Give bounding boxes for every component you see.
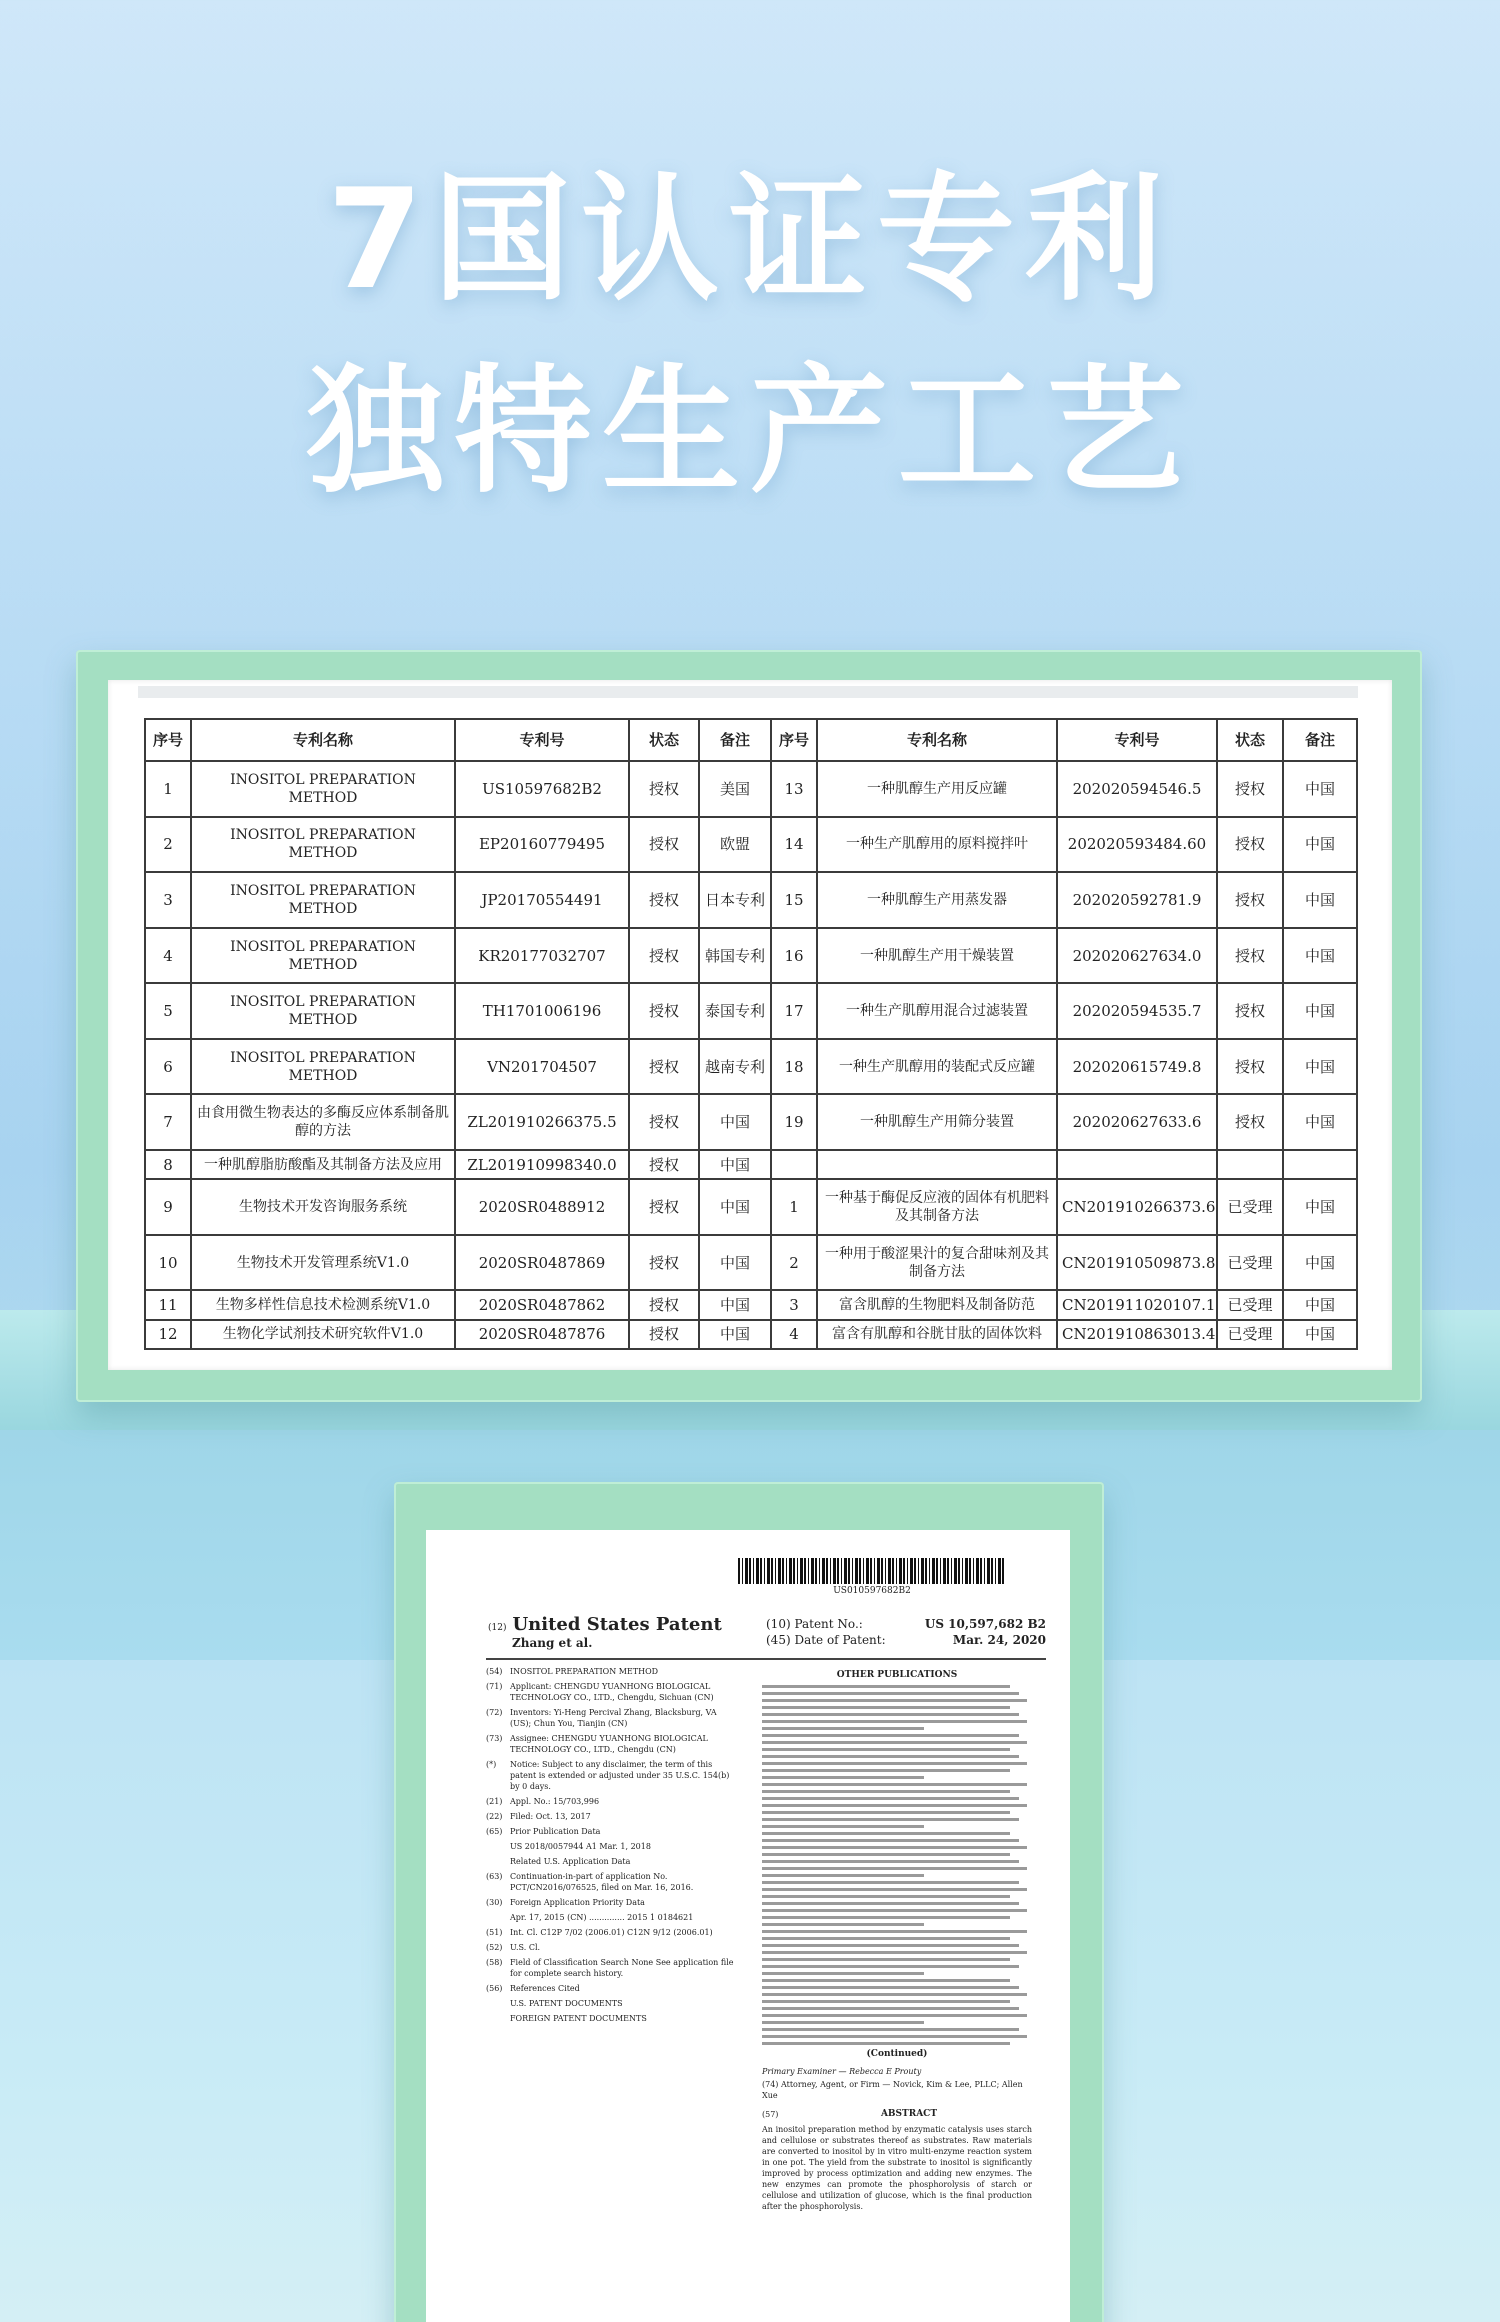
table-cell: 授权 xyxy=(1217,928,1283,984)
patent-header-title xyxy=(488,1614,722,1635)
patent-field-code xyxy=(486,2013,510,2024)
patent-field-code xyxy=(486,1998,510,2009)
patent-code-12: (12) xyxy=(488,1623,507,1633)
abstract-heading xyxy=(762,2109,1032,2120)
patent-field-code: (63) xyxy=(486,1872,503,1881)
paper-top-bar xyxy=(138,686,1358,698)
patent-field xyxy=(486,1927,738,1938)
table-cell: INOSITOL PREPARATION METHOD xyxy=(191,983,455,1039)
table-row xyxy=(145,1179,1357,1235)
table-header-cell: 专利号 xyxy=(455,719,629,761)
patent-field-text: References Cited xyxy=(510,1984,580,1993)
patent-field xyxy=(486,1983,738,1994)
patent-inventor-short: Zhang et al. xyxy=(512,1636,593,1650)
patent-field-code: (71) xyxy=(486,1682,503,1691)
patent-field-text: FOREIGN PATENT DOCUMENTS xyxy=(510,2014,647,2023)
table-cell: 6 xyxy=(145,1039,191,1095)
table-header-cell: 状态 xyxy=(1217,719,1283,761)
patent-field xyxy=(486,1998,738,2009)
table-cell: 由食用微生物表达的多酶反应体系制备肌醇的方法 xyxy=(191,1094,455,1150)
table-cell: 中国 xyxy=(1283,1290,1357,1319)
table-row xyxy=(145,928,1357,984)
table-cell: US10597682B2 xyxy=(455,761,629,817)
table-cell: 授权 xyxy=(629,1094,699,1150)
patent-field-text: Apr. 17, 2015 (CN) .............. 2015 1 0184621 xyxy=(510,1913,694,1922)
table-cell: 授权 xyxy=(1217,1039,1283,1095)
table-header-cell: 专利名称 xyxy=(817,719,1057,761)
table-cell: 中国 xyxy=(699,1179,771,1235)
patent-number-block xyxy=(766,1616,1046,1648)
table-cell: 14 xyxy=(771,817,817,873)
table-cell: 一种生产肌醇用的装配式反应罐 xyxy=(817,1039,1057,1095)
table-cell: 202020594535.7 xyxy=(1057,983,1217,1039)
table-cell: 生物多样性信息技术检测系统V1.0 xyxy=(191,1290,455,1319)
table-cell: 中国 xyxy=(1283,872,1357,928)
table-cell: 中国 xyxy=(699,1290,771,1319)
barcode-image xyxy=(738,1558,1006,1584)
table-cell: 中国 xyxy=(1283,1235,1357,1291)
table-cell: 越南专利 xyxy=(699,1039,771,1095)
patent-right-column xyxy=(762,1666,1032,2212)
table-cell: 已受理 xyxy=(1217,1290,1283,1319)
patent-field xyxy=(486,1811,738,1822)
patent-field xyxy=(486,1942,738,1953)
table-cell: 一种肌醇生产用反应罐 xyxy=(817,761,1057,817)
abstract-text: An inositol preparation method by enzymatic catalysis uses starch and cellulose or substrates thereof as substrates. Raw materials are converted to inositol by in vitro multi-enzyme reaction system in one pot. The yield from the substrate to inositol is significantly improved by process optimization and adding new enzymes. The new enzymes can promote the phosphorolysis of starch or cellulose and utilization of glucose, which is the final production after the phosphorolysis. xyxy=(762,2125,1032,2211)
patent-field-text: Notice: Subject to any disclaimer, the term of this patent is extended or adjusted under 35 U.S.C. 154(b) by 0 days. xyxy=(510,1760,730,1791)
table-cell: 12 xyxy=(145,1320,191,1349)
patent-field-code: (54) xyxy=(486,1667,503,1676)
patent-field xyxy=(486,1856,738,1867)
table-cell: 202020627634.0 xyxy=(1057,928,1217,984)
patent-table-paper xyxy=(108,680,1392,1370)
table-row xyxy=(145,872,1357,928)
table-header-row xyxy=(145,719,1357,761)
table-cell xyxy=(1057,1150,1217,1179)
table-cell: 1 xyxy=(771,1179,817,1235)
patent-field-text: Filed: Oct. 13, 2017 xyxy=(510,1812,591,1821)
table-cell: 9 xyxy=(145,1179,191,1235)
table-header-cell: 状态 xyxy=(629,719,699,761)
table-cell: 5 xyxy=(145,983,191,1039)
patent-field-code: (56) xyxy=(486,1984,503,1993)
patent-field-text: U.S. Cl. xyxy=(510,1943,541,1952)
table-cell: 授权 xyxy=(629,928,699,984)
table-cell: 授权 xyxy=(629,983,699,1039)
patent-field xyxy=(486,1733,738,1755)
attorney-line: (74) Attorney, Agent, or Firm — Novick, Kim & Lee, PLLC; Allen Xue xyxy=(762,2080,1023,2100)
table-cell: 生物技术开发咨询服务系统 xyxy=(191,1179,455,1235)
table-cell: 中国 xyxy=(699,1094,771,1150)
table-cell: 202020594546.5 xyxy=(1057,761,1217,817)
table-cell: 一种基于酶促反应液的固体有机肥料及其制备方法 xyxy=(817,1179,1057,1235)
table-cell: 2 xyxy=(145,817,191,873)
patent-field-text: Int. Cl. C12P 7/02 (2006.01) C12N 9/12 (2006.01) xyxy=(510,1928,713,1937)
table-header-cell: 专利号 xyxy=(1057,719,1217,761)
table-header-cell: 备注 xyxy=(1283,719,1357,761)
patent-field xyxy=(486,1759,738,1792)
us-patent-document xyxy=(426,1530,1070,2322)
table-cell xyxy=(817,1150,1057,1179)
table-cell: 授权 xyxy=(629,1150,699,1179)
patent-field-code: (21) xyxy=(486,1797,503,1806)
table-cell: 19 xyxy=(771,1094,817,1150)
patent-field xyxy=(486,1707,738,1729)
table-cell xyxy=(1283,1150,1357,1179)
table-cell: 4 xyxy=(771,1320,817,1349)
table-cell: VN201704507 xyxy=(455,1039,629,1095)
table-cell: ZL201910266375.5 xyxy=(455,1094,629,1150)
table-cell: 一种肌醇生产用干燥装置 xyxy=(817,928,1057,984)
patent-field-text: US 2018/0057944 A1 Mar. 1, 2018 xyxy=(510,1842,651,1851)
table-cell: 3 xyxy=(771,1290,817,1319)
table-cell: 一种肌醇生产用筛分装置 xyxy=(817,1094,1057,1150)
patent-field-code: (51) xyxy=(486,1928,503,1937)
patent-field-code: (30) xyxy=(486,1898,503,1907)
patent-field xyxy=(486,1796,738,1807)
table-header-cell: 序号 xyxy=(771,719,817,761)
table-cell: 11 xyxy=(145,1290,191,1319)
patent-left-column xyxy=(486,1666,738,2028)
table-cell: INOSITOL PREPARATION METHOD xyxy=(191,817,455,873)
table-cell: 中国 xyxy=(1283,1039,1357,1095)
table-cell: EP20160779495 xyxy=(455,817,629,873)
patent-field-code: (58) xyxy=(486,1958,503,1967)
patent-field-code: (22) xyxy=(486,1812,503,1821)
table-cell: 日本专利 xyxy=(699,872,771,928)
patent-date-value: Mar. 24, 2020 xyxy=(952,1633,1046,1647)
table-cell: 15 xyxy=(771,872,817,928)
patent-field-text: INOSITOL PREPARATION METHOD xyxy=(510,1667,659,1676)
table-cell: 3 xyxy=(145,872,191,928)
table-cell: 授权 xyxy=(629,1039,699,1095)
patent-field-text: Assignee: CHENGDU YUANHONG BIOLOGICAL TECHNOLOGY CO., LTD., Chengdu (CN) xyxy=(510,1734,708,1754)
table-cell: CN201910863013.4 xyxy=(1057,1320,1217,1349)
table-cell: 泰国专利 xyxy=(699,983,771,1039)
headline-line2: 独特生产工艺 xyxy=(305,351,1194,512)
table-cell: 已受理 xyxy=(1217,1235,1283,1291)
table-cell: 一种肌醇生产用蒸发器 xyxy=(817,872,1057,928)
patent-field-text: Appl. No.: 15/703,996 xyxy=(510,1797,600,1806)
table-cell: 2020SR0487862 xyxy=(455,1290,629,1319)
patent-no-label: (10) Patent No.: xyxy=(766,1617,863,1631)
table-cell: 已受理 xyxy=(1217,1179,1283,1235)
table-cell: 一种肌醇脂肪酸酯及其制备方法及应用 xyxy=(191,1150,455,1179)
table-header-cell: 专利名称 xyxy=(191,719,455,761)
table-cell: 一种生产肌醇用的原料搅拌叶 xyxy=(817,817,1057,873)
table-row xyxy=(145,1320,1357,1349)
table-cell xyxy=(1217,1150,1283,1179)
table-cell: 中国 xyxy=(1283,1179,1357,1235)
headline-line1: 7国认证专利 xyxy=(326,159,1174,320)
table-cell: INOSITOL PREPARATION METHOD xyxy=(191,928,455,984)
patent-field xyxy=(486,1841,738,1852)
table-row xyxy=(145,761,1357,817)
table-cell: 授权 xyxy=(629,817,699,873)
table-cell: TH1701006196 xyxy=(455,983,629,1039)
publications-text-block xyxy=(762,1685,1032,2045)
header-rule xyxy=(486,1658,1046,1660)
table-cell: 10 xyxy=(145,1235,191,1291)
abstract-number: (57) xyxy=(762,2110,779,2119)
table-cell: 授权 xyxy=(629,1320,699,1349)
table-cell: 富含有肌醇和谷胱甘肽的固体饮料 xyxy=(817,1320,1057,1349)
table-cell: 授权 xyxy=(1217,761,1283,817)
patent-field-text: U.S. PATENT DOCUMENTS xyxy=(510,1999,623,2008)
patent-field-text: Inventors: Yi-Heng Percival Zhang, Blacksburg, VA (US); Chun You, Tianjin (CN) xyxy=(510,1708,717,1728)
table-cell: 一种生产肌醇用混合过滤装置 xyxy=(817,983,1057,1039)
table-cell: CN201911020107.1 xyxy=(1057,1290,1217,1319)
patent-list-table xyxy=(144,718,1358,1350)
table-cell: 授权 xyxy=(629,1235,699,1291)
barcode-number: US010597682B2 xyxy=(833,1586,911,1596)
table-cell: CN201910266373.6 xyxy=(1057,1179,1217,1235)
table-row xyxy=(145,983,1357,1039)
table-cell: 授权 xyxy=(629,761,699,817)
table-cell: 2020SR0488912 xyxy=(455,1179,629,1235)
table-cell: 202020615749.8 xyxy=(1057,1039,1217,1095)
table-cell: 授权 xyxy=(1217,817,1283,873)
table-cell: 18 xyxy=(771,1039,817,1095)
patent-field xyxy=(486,1912,738,1923)
table-header-cell: 备注 xyxy=(699,719,771,761)
patent-field-text: Continuation-in-part of application No. PCT/CN2016/076525, filed on Mar. 16, 2016. xyxy=(510,1872,694,1892)
table-cell: 韩国专利 xyxy=(699,928,771,984)
patent-field-code: (73) xyxy=(486,1734,503,1743)
table-cell: 中国 xyxy=(1283,1094,1357,1150)
table-cell: 202020627633.6 xyxy=(1057,1094,1217,1150)
table-row xyxy=(145,1039,1357,1095)
table-cell: 16 xyxy=(771,928,817,984)
table-cell xyxy=(771,1150,817,1179)
table-cell: 授权 xyxy=(1217,1094,1283,1150)
table-cell: 中国 xyxy=(1283,761,1357,817)
table-cell: 13 xyxy=(771,761,817,817)
table-cell: 2020SR0487876 xyxy=(455,1320,629,1349)
table-cell: INOSITOL PREPARATION METHOD xyxy=(191,761,455,817)
patent-field-code: (52) xyxy=(486,1943,503,1952)
patent-field xyxy=(486,1957,738,1979)
table-cell: 2020SR0487869 xyxy=(455,1235,629,1291)
table-cell: ZL201910998340.0 xyxy=(455,1150,629,1179)
table-cell: 17 xyxy=(771,983,817,1039)
table-cell: 202020593484.60 xyxy=(1057,817,1217,873)
patent-field-text: Foreign Application Priority Data xyxy=(510,1898,645,1907)
table-cell: 中国 xyxy=(699,1320,771,1349)
table-cell: 已受理 xyxy=(1217,1320,1283,1349)
patent-field-code xyxy=(486,1841,510,1852)
patent-date-label: (45) Date of Patent: xyxy=(766,1633,886,1647)
patent-field-text: Prior Publication Data xyxy=(510,1827,601,1836)
table-cell: 生物化学试剂技术研究软件V1.0 xyxy=(191,1320,455,1349)
abstract-title: ABSTRACT xyxy=(880,2109,938,2119)
table-cell: 202020592781.9 xyxy=(1057,872,1217,928)
table-cell: 授权 xyxy=(629,1290,699,1319)
table-cell: INOSITOL PREPARATION METHOD xyxy=(191,872,455,928)
patent-field xyxy=(486,1871,738,1893)
patent-field-code: (*) xyxy=(486,1760,497,1769)
table-cell: INOSITOL PREPARATION METHOD xyxy=(191,1039,455,1095)
table-cell: 4 xyxy=(145,928,191,984)
patent-field xyxy=(486,1826,738,1837)
table-cell: 欧盟 xyxy=(699,817,771,873)
table-cell: 1 xyxy=(145,761,191,817)
patent-field-text: Related U.S. Application Data xyxy=(510,1857,631,1866)
table-cell: 授权 xyxy=(1217,872,1283,928)
examiner-line: Primary Examiner — Rebecca E Prouty xyxy=(762,2067,922,2076)
table-cell: CN201910509873.8 xyxy=(1057,1235,1217,1291)
table-cell: JP20170554491 xyxy=(455,872,629,928)
table-row xyxy=(145,817,1357,873)
table-cell: 美国 xyxy=(699,761,771,817)
table-cell: 8 xyxy=(145,1150,191,1179)
table-cell: 一种用于酸涩果汁的复合甜味剂及其制备方法 xyxy=(817,1235,1057,1291)
patent-field-text: Field of Classification Search None See application file for complete search history. xyxy=(510,1958,734,1978)
table-cell: 授权 xyxy=(1217,983,1283,1039)
table-cell: 中国 xyxy=(1283,1320,1357,1349)
patent-no-value: US 10,597,682 B2 xyxy=(924,1617,1046,1631)
patent-field-code: (65) xyxy=(486,1827,503,1836)
table-cell: 富含肌醇的生物肥料及制备防范 xyxy=(817,1290,1057,1319)
table-cell: 授权 xyxy=(629,872,699,928)
table-cell: 中国 xyxy=(1283,928,1357,984)
patent-field-code xyxy=(486,1912,510,1923)
table-cell: 2 xyxy=(771,1235,817,1291)
patent-field-text: Applicant: CHENGDU YUANHONG BIOLOGICAL TECHNOLOGY CO., LTD., Chengdu, Sichuan (CN) xyxy=(510,1682,714,1702)
table-row xyxy=(145,1150,1357,1179)
table-cell: 中国 xyxy=(1283,983,1357,1039)
patent-field xyxy=(486,1897,738,1908)
table-row xyxy=(145,1094,1357,1150)
table-cell: 授权 xyxy=(629,1179,699,1235)
table-cell: 生物技术开发管理系统V1.0 xyxy=(191,1235,455,1291)
table-header-cell: 序号 xyxy=(145,719,191,761)
table-cell: 中国 xyxy=(699,1150,771,1179)
table-cell: 中国 xyxy=(699,1235,771,1291)
patent-field-code xyxy=(486,1856,510,1867)
table-cell: 7 xyxy=(145,1094,191,1150)
patent-field xyxy=(486,2013,738,2024)
continued-label: (Continued) xyxy=(866,2049,928,2059)
table-row xyxy=(145,1235,1357,1291)
patent-field xyxy=(486,1681,738,1703)
table-row xyxy=(145,1290,1357,1319)
patent-field xyxy=(486,1666,738,1677)
table-cell: 中国 xyxy=(1283,817,1357,873)
patent-title: United States Patent xyxy=(512,1614,722,1635)
other-publications-title: OTHER PUBLICATIONS xyxy=(836,1670,958,1680)
patent-field-code: (72) xyxy=(486,1708,503,1717)
table-cell: KR20177032707 xyxy=(455,928,629,984)
